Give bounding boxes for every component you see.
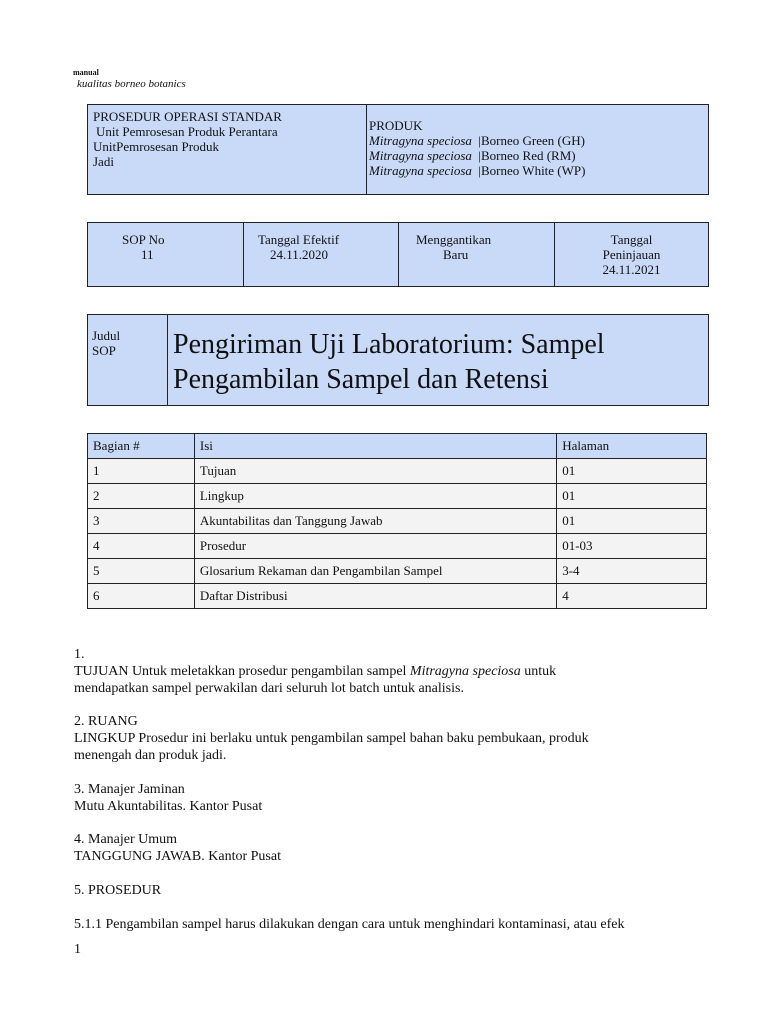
sop-no-value: 11 (141, 247, 154, 262)
product-variant: |Borneo White (WP) (478, 163, 586, 178)
sop-info (93, 109, 363, 169)
sop-unit-2: UnitPemrosesan Produk (93, 139, 220, 154)
page-number: 1 (74, 942, 81, 957)
toc-cell: 5 (88, 559, 195, 584)
replaces-value: Baru (443, 247, 469, 262)
title-label-2: SOP (92, 343, 116, 358)
toc-row (88, 559, 707, 584)
product-variant: |Borneo Green (GH) (478, 133, 585, 148)
toc-row (88, 584, 707, 609)
replaces-cell (399, 232, 554, 262)
toc-cell: 01-03 (557, 534, 707, 559)
toc-cell: Daftar Distribusi (194, 584, 556, 609)
sop-main-title-line-1: Pengiriman Uji Laboratorium: Sampel (173, 329, 605, 360)
product-item (369, 133, 699, 148)
section-1 (74, 646, 714, 697)
section-1-line-2: mendapatkan sampel perwakilan dari seluruh lot batch untuk analisis. (74, 681, 464, 696)
toc-row (88, 459, 707, 484)
title-label (92, 328, 120, 358)
section-1-text: untuk (520, 664, 557, 679)
toc-cell: 1 (88, 459, 195, 484)
section-3 (74, 781, 714, 815)
toc-table (87, 433, 707, 609)
product-item (369, 163, 699, 178)
product-species: Mitragyna speciosa (369, 133, 472, 148)
product-species: Mitragyna speciosa (369, 148, 472, 163)
sop-unit-1: Unit Pemrosesan Produk Perantara (96, 124, 278, 139)
sop-no-cell (88, 232, 243, 262)
sop-unit-3: Jadi (93, 154, 114, 169)
toc-row (88, 534, 707, 559)
header-tiny-label: manual (73, 68, 99, 77)
review-date-label-1: Tanggal (610, 232, 653, 247)
section-5-heading: 5. PROSEDUR (74, 883, 162, 898)
effective-date-label: Tanggal Efektif (258, 232, 340, 247)
section-4-heading: 4. Manajer Umum (74, 832, 178, 847)
product-item (369, 148, 699, 163)
toc-header: Isi (194, 434, 556, 459)
divider (366, 105, 367, 194)
meta-row (87, 222, 709, 287)
section-3-line: Mutu Akuntabilitas. Kantor Pusat (74, 799, 263, 814)
toc-cell: Prosedur (194, 534, 556, 559)
toc-cell: 01 (557, 484, 707, 509)
effective-date-cell (244, 232, 398, 262)
product-title: PRODUK (369, 118, 423, 133)
sop-product-box (87, 104, 709, 195)
review-date-cell (555, 232, 708, 277)
toc-cell: 4 (88, 534, 195, 559)
section-2-line-1: LINGKUP Prosedur ini berlaku untuk pengambilan sampel bahan baku pembukaan, produk (74, 731, 589, 746)
header-brand: kualitas borneo botanics (77, 78, 186, 90)
review-date-value: 24.11.2021 (602, 262, 661, 277)
sop-main-title-line-2: Pengambilan Sampel dan Retensi (173, 364, 549, 395)
toc-header-row (88, 434, 707, 459)
section-5-1-1: 5.1.1 Pengambilan sampel harus dilakukan dengan cara untuk menghindari kontaminasi, atau efek (74, 917, 625, 932)
product-info (369, 118, 699, 178)
sop-main-title (173, 327, 605, 397)
toc-cell: Akuntabilitas dan Tanggung Jawab (194, 509, 556, 534)
section-2 (74, 713, 714, 764)
section-1-number: 1. (74, 647, 85, 662)
toc-cell: 6 (88, 584, 195, 609)
toc-cell: 01 (557, 459, 707, 484)
sop-no-label: SOP No (122, 232, 165, 247)
sop-title-box (87, 314, 709, 406)
toc-header: Bagian # (88, 434, 195, 459)
toc-row (88, 484, 707, 509)
species-italic: Mitragyna speciosa (409, 664, 521, 679)
title-label-1: Judul (92, 328, 121, 343)
toc-cell: 2 (88, 484, 195, 509)
review-date-label-2: Peninjauan (602, 247, 661, 262)
section-2-line-2: menengah dan produk jadi. (74, 748, 227, 763)
section-1-text: TUJUAN Untuk meletakkan prosedur pengambilan sampel (74, 664, 410, 679)
toc-cell: 4 (557, 584, 707, 609)
divider (167, 315, 168, 405)
product-species: Mitragyna speciosa (369, 163, 472, 178)
toc-cell: 3-4 (557, 559, 707, 584)
toc-cell: Tujuan (194, 459, 556, 484)
toc-cell: Lingkup (194, 484, 556, 509)
toc-cell: 3 (88, 509, 195, 534)
section-4 (74, 831, 714, 865)
product-variant: |Borneo Red (RM) (478, 148, 576, 163)
section-4-line: TANGGUNG JAWAB. Kantor Pusat (74, 849, 281, 864)
sop-title: PROSEDUR OPERASI STANDAR (93, 109, 282, 124)
toc-row (88, 509, 707, 534)
section-1-line-1 (74, 663, 714, 680)
toc-header: Halaman (557, 434, 707, 459)
section-3-heading: 3. Manajer Jaminan (74, 782, 185, 797)
section-2-heading: 2. RUANG (74, 714, 138, 729)
replaces-label: Menggantikan (416, 232, 492, 247)
effective-date-value: 24.11.2020 (270, 247, 329, 262)
toc-cell: Glosarium Rekaman dan Pengambilan Sampel (194, 559, 556, 584)
toc-cell: 01 (557, 509, 707, 534)
